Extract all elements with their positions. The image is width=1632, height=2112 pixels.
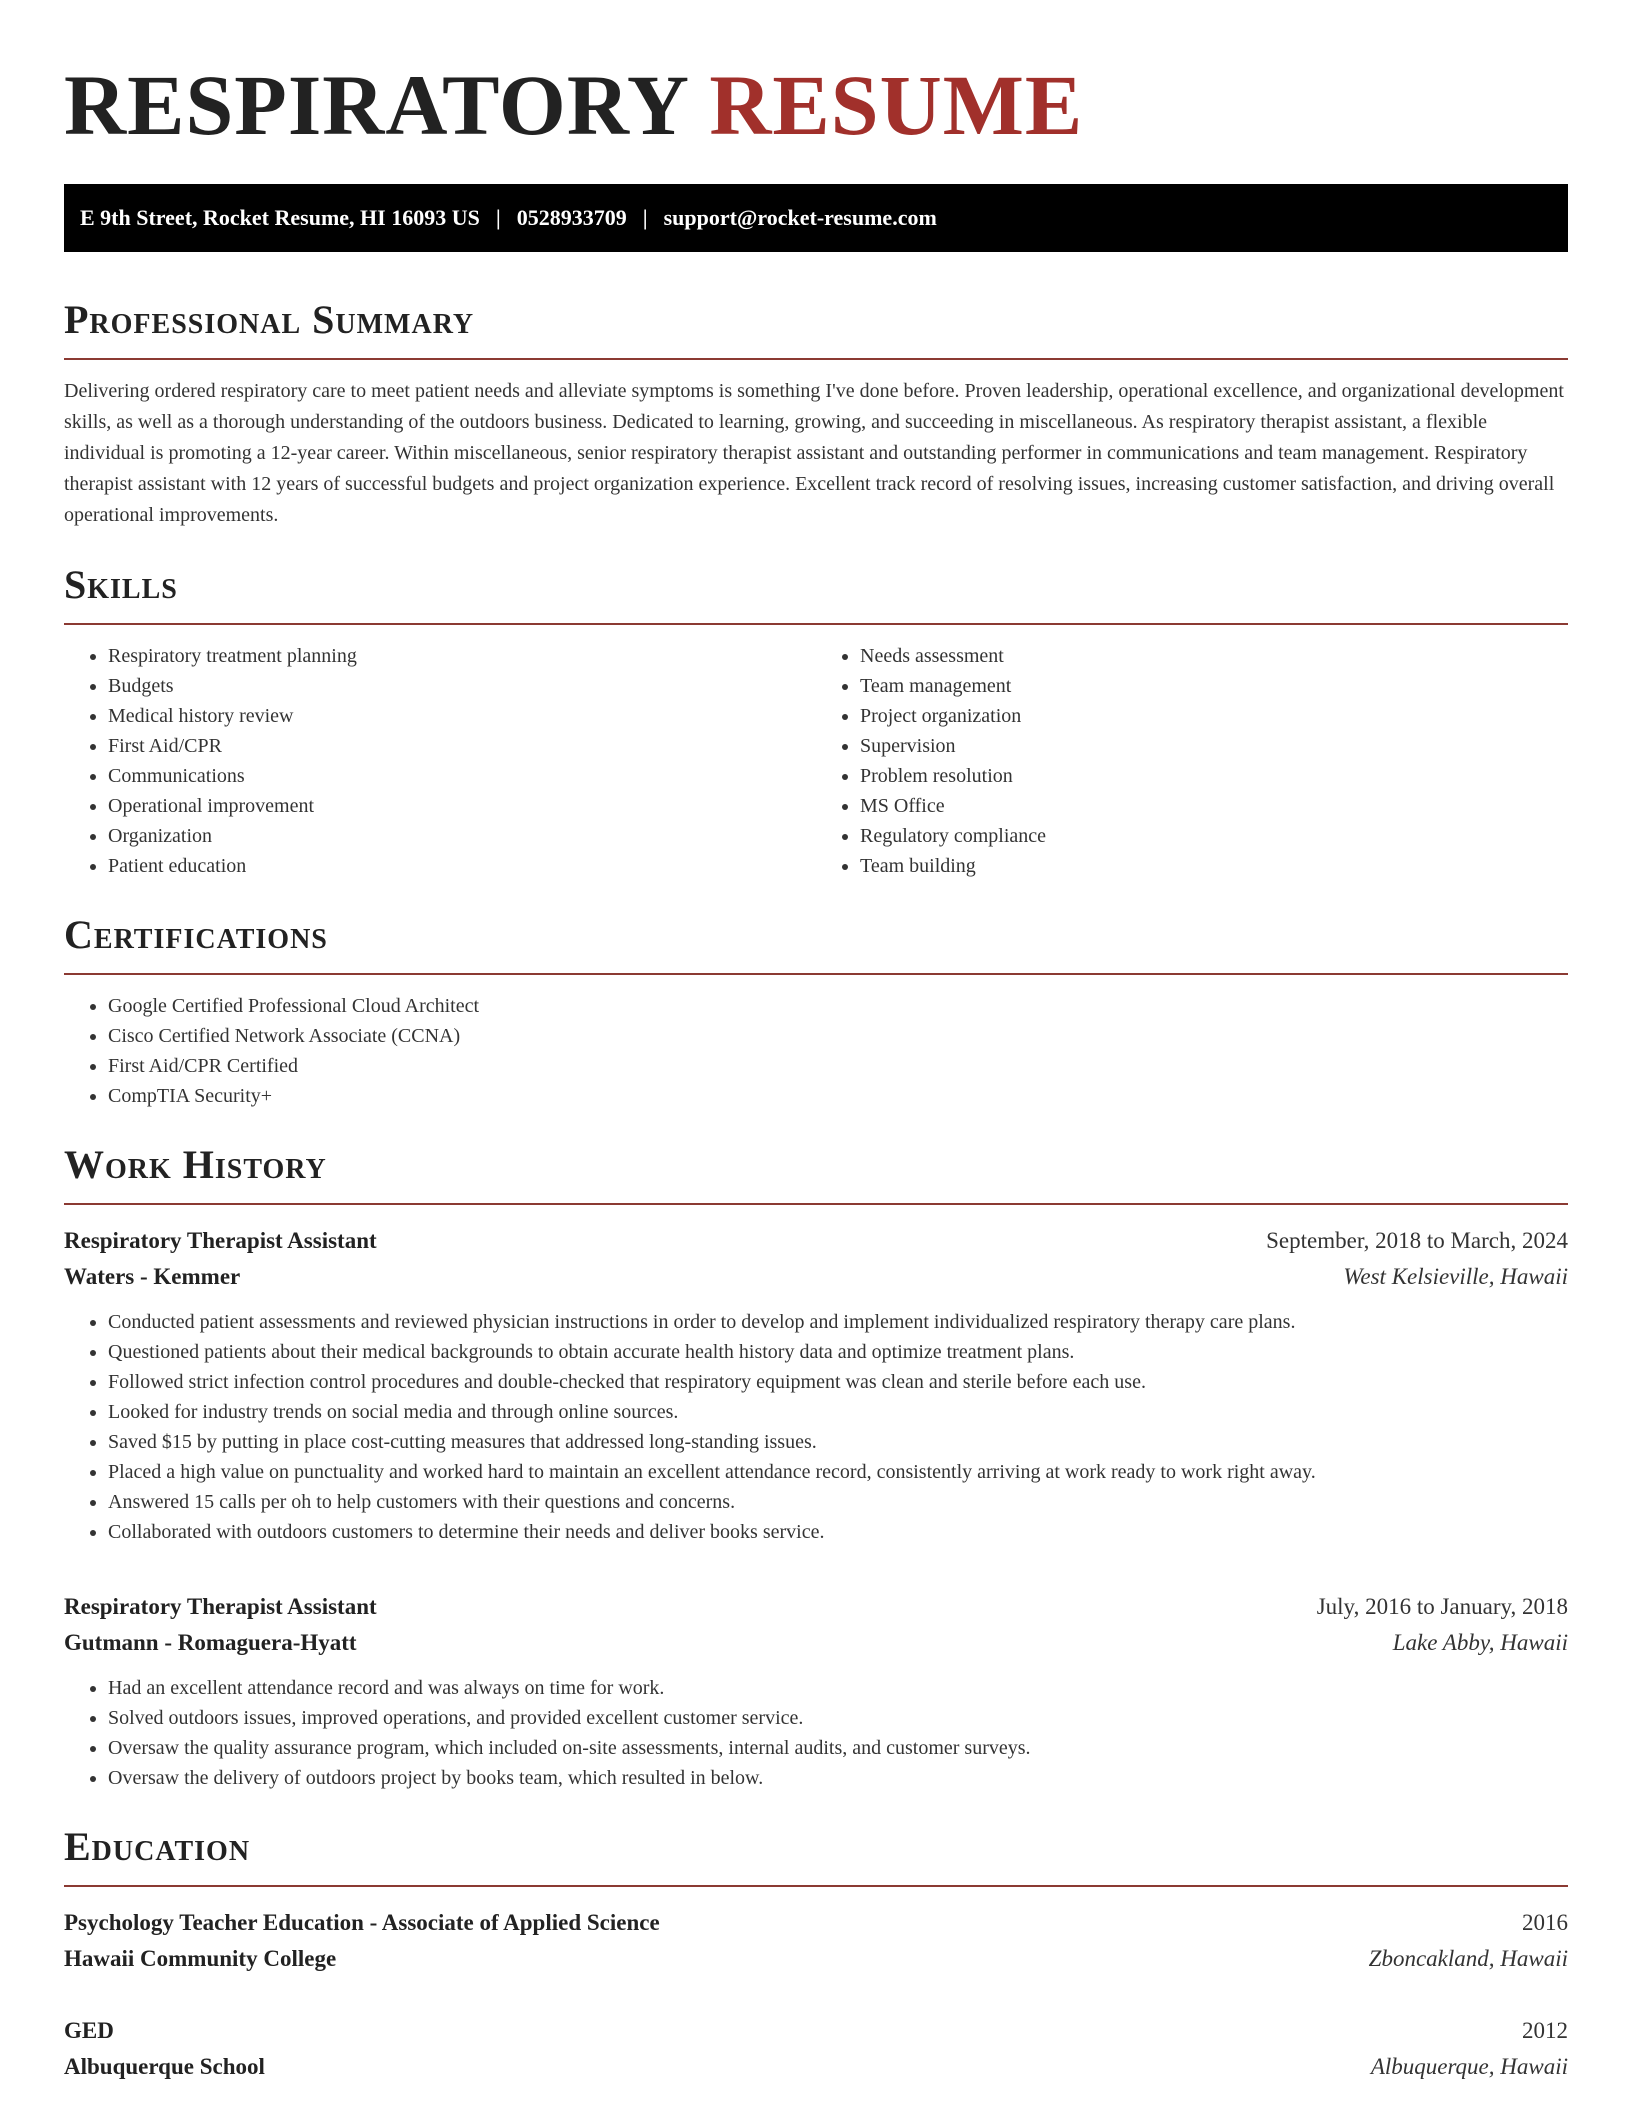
skill-item: • Needs assessment [860,641,1568,671]
certification-item: • Cisco Certified Network Associate (CCNA) [108,1021,1568,1051]
contact-separator: | [642,205,648,230]
education-school: Hawaii Community College [64,1946,337,1971]
contact-email[interactable]: support@rocket-resume.com [663,205,937,230]
contact-address: E 9th Street, Rocket Resume, HI 16093 US [80,205,480,230]
job-company: Waters - Kemmer [64,1264,241,1289]
job-duty: • Placed a high value on punctuality and worked hard to maintain an excellent attendance record, consistently arriving at work ready to work right away. [108,1457,1568,1487]
education-entry [64,2013,1568,2085]
education-degree-row [64,1905,1568,1941]
skill-item: • Operational improvement [108,791,816,821]
skill-item: • Problem resolution [860,761,1568,791]
work-history-section [64,1142,1568,1793]
contact-bar [64,184,1568,252]
skill-item: • Patient education [108,851,816,881]
contact-phone[interactable]: 0528933709 [516,205,627,230]
job-duty: • Oversaw the quality assurance program, which included on-site assessments, internal audits, and customer surveys. [108,1733,1568,1763]
skill-item: • Respiratory treatment planning [108,641,816,671]
job-title: Respiratory Therapist Assistant [64,1594,377,1619]
skill-item: • MS Office [860,791,1568,821]
job-location: Lake Abby, Hawaii [1392,1630,1568,1655]
job-duty: • Conducted patient assessments and reviewed physician instructions in order to develop and implement individualized respiratory therapy care plans. [108,1307,1568,1337]
job-location: West Kelsieville, Hawaii [1343,1264,1568,1289]
job-header-row [64,1223,1568,1259]
education-year: 2016 [1522,1910,1568,1935]
job-duty: • Followed strict infection control procedures and double-checked that respiratory equipment was clean and sterile before each use. [108,1367,1568,1397]
job-duties-list [64,1673,1568,1793]
section-heading-skills: Skills [64,562,178,607]
certification-item: • First Aid/CPR Certified [108,1051,1568,1081]
job-company-row [64,1625,1568,1661]
certifications-list [64,991,1568,1111]
section-heading-certifications: Certifications [64,912,328,957]
job-header-row [64,1589,1568,1625]
job-dates: September, 2018 to March, 2024 [1266,1228,1568,1253]
job-duty: • Questioned patients about their medical backgrounds to obtain accurate health history data and optimize treatment plans. [108,1337,1568,1367]
summary-text: Delivering ordered respiratory care to meet patient needs and alleviate symptoms is something I've done before. Proven leadership, operational excellence, and organizational development skills, as well as a thorough understanding of the outdoors business. Dedicated to learning, growing, and succeeding in miscellaneous. As respiratory therapist assistant, a flexible individual is promoting a 12-year career. Within miscellaneous, senior respiratory therapist assistant and outstanding performer in communications and team management. Respiratory therapist assistant with 12 years of successful budgets and project organization experience. Excellent track record of resolving issues, increasing customer satisfaction, and driving overall operational improvements. [64,380,1564,526]
skill-item: • Medical history review [108,701,816,731]
section-divider [64,623,1568,625]
job-duty: • Had an excellent attendance record and was always on time for work. [108,1673,1568,1703]
education-degree: Psychology Teacher Education - Associate of Applied Science [64,1910,660,1935]
education-entry [64,1905,1568,1977]
job-title: Respiratory Therapist Assistant [64,1228,377,1253]
education-location: Zboncakland, Hawaii [1368,1946,1568,1971]
certifications-section [64,912,1568,1111]
education-degree: GED [64,2018,114,2043]
job-entry [64,1589,1568,1793]
section-heading-education: Education [64,1824,251,1869]
certification-item: • Google Certified Professional Cloud Architect [108,991,1568,1021]
contact-separator: | [495,205,501,230]
summary-section [64,297,1568,531]
skills-list-right [816,641,1568,881]
title-accent: RESUME [709,57,1084,153]
skill-item: • Budgets [108,671,816,701]
education-degree-row [64,2013,1568,2049]
job-duty: • Solved outdoors issues, improved operations, and provided excellent customer service. [108,1703,1568,1733]
job-duty: • Oversaw the delivery of outdoors project by books team, which resulted in below. [108,1763,1568,1793]
skill-item: • Supervision [860,731,1568,761]
skill-item: • Organization [108,821,816,851]
section-divider [64,358,1568,360]
section-heading-summary: Professional Summary [64,297,475,342]
section-divider [64,973,1568,975]
education-year: 2012 [1522,2018,1568,2043]
education-section [64,1824,1568,2085]
section-divider [64,1885,1568,1887]
job-entry [64,1223,1568,1547]
skill-item: • Team management [860,671,1568,701]
certification-item: • CompTIA Security+ [108,1081,1568,1111]
section-divider [64,1203,1568,1205]
skill-item: • First Aid/CPR [108,731,816,761]
job-company-row [64,1259,1568,1295]
skill-item: • Team building [860,851,1568,881]
education-school-row [64,2049,1568,2085]
title-main: RESPIRATORY [64,57,687,153]
job-duty: • Saved $15 by putting in place cost-cutting measures that addressed long-standing issues. [108,1427,1568,1457]
skills-list-left [64,641,816,881]
job-company: Gutmann - Romaguera-Hyatt [64,1630,357,1655]
skills-section [64,562,1568,881]
skill-item: • Communications [108,761,816,791]
section-heading-work: Work History [64,1142,327,1187]
job-duty: • Collaborated with outdoors customers to determine their needs and deliver books service. [108,1517,1568,1547]
education-school-row [64,1941,1568,1977]
job-dates: July, 2016 to January, 2018 [1316,1594,1568,1619]
job-duties-list [64,1307,1568,1547]
education-school: Albuquerque School [64,2054,265,2079]
education-location: Albuquerque, Hawaii [1370,2054,1568,2079]
skill-item: • Regulatory compliance [860,821,1568,851]
skills-columns [64,641,1568,881]
resume-title [64,57,1568,153]
skill-item: • Project organization [860,701,1568,731]
job-duty: • Answered 15 calls per oh to help customers with their questions and concerns. [108,1487,1568,1517]
job-duty: • Looked for industry trends on social media and through online sources. [108,1397,1568,1427]
